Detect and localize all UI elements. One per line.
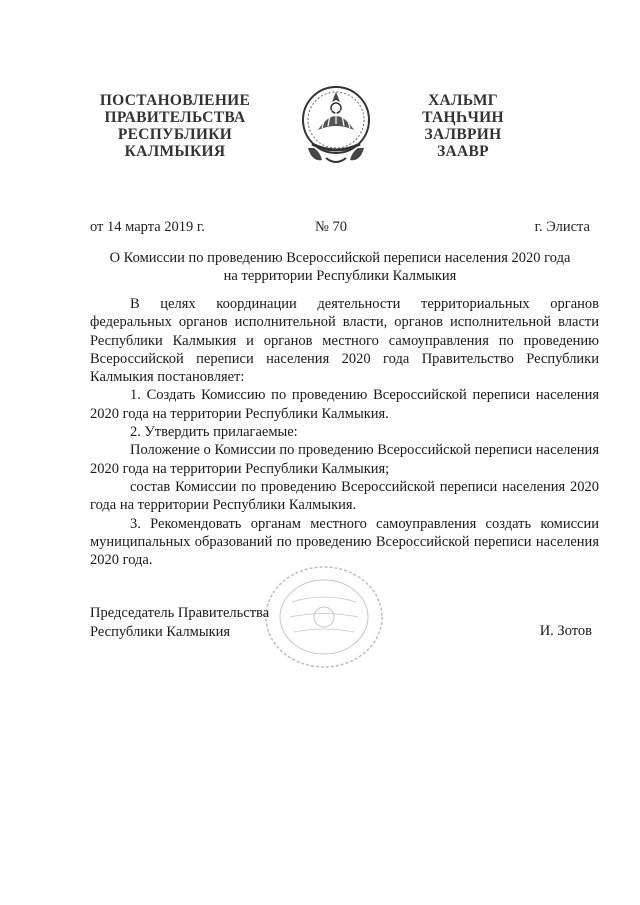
- issuer-line: ХАЛЬМГ: [428, 92, 498, 109]
- issuer-line: ПРАВИТЕЛЬСТВА: [104, 109, 246, 126]
- title-line: на территории Республики Калмыкия: [223, 268, 457, 284]
- issuer-line: КАЛМЫКИЯ: [124, 143, 226, 160]
- issuer-line: ЗАЛВРИН: [424, 126, 502, 143]
- paragraph-item-2: 2. Утвердить прилагаемые:: [130, 424, 298, 441]
- issuer-name-kalmyk: [388, 92, 538, 160]
- issuer-line: ТАҢҺЧИН: [422, 109, 504, 126]
- paragraph-item-3: 3. Рекомендовать органам местного самоуправления создать комиссии муниципальных образований по проведению Всероссийской переписи населения 2020 года.: [90, 515, 599, 569]
- document-date: от 14 марта 2019 г.: [90, 219, 205, 235]
- issuer-line: ЗААВР: [437, 143, 489, 160]
- document-number: № 70: [315, 219, 347, 235]
- document-body: [90, 295, 599, 569]
- signatory-position-line: Председатель Правительства: [90, 605, 270, 621]
- signatory-position-line: Республики Калмыкия: [90, 624, 231, 640]
- document-title: [80, 249, 600, 285]
- paragraph-preamble: В целях координации деятельности территориальных органов федеральных органов исполнительной власти, органов исполнительной власти Республики Калмыкия и органов местного самоуправления по проведению Всероссийской переписи населения 2020 года Правительство Республики Калмыкия постановляет:: [90, 296, 599, 386]
- issuer-name-russian: [80, 92, 270, 160]
- issuer-line: ПОСТАНОВЛЕНИЕ: [99, 92, 251, 109]
- paragraph-item-1: 1. Создать Комиссию по проведению Всероссийской переписи населения 2020 года на территории Республики Калмыкия.: [90, 387, 599, 422]
- kalmykia-coat-of-arms-icon: [298, 82, 374, 168]
- seal-stamp: [262, 562, 386, 672]
- paragraph-item-2-composition: состав Комиссии по проведению Всероссийской переписи населения 2020 года на территории Республики Калмыкия.: [90, 478, 599, 514]
- document-city: г. Элиста: [534, 219, 590, 235]
- issuer-line: РЕСПУБЛИКИ: [117, 126, 233, 143]
- signatory-position: [90, 604, 269, 642]
- signatory-name: И. Зотов: [539, 623, 592, 639]
- title-line: О Комиссии по проведению Всероссийской переписи населения 2020 года: [109, 250, 571, 266]
- paragraph-item-2-regulation: Положение о Комиссии по проведению Всероссийской переписи населения 2020 года на территории Республики Калмыкия;: [90, 442, 599, 477]
